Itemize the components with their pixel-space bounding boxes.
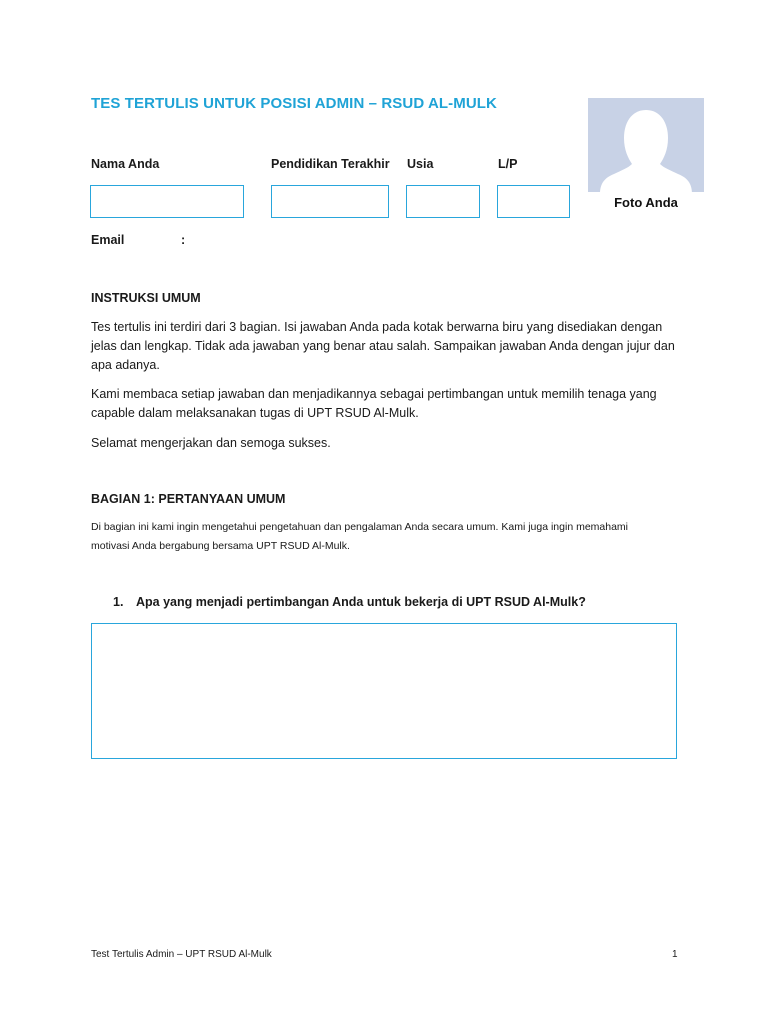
bagian1-intro [91,518,628,556]
instruksi-paragraph-1 [91,318,675,375]
email-separator: : [181,233,186,247]
instruksi-p2-line: capable dalam melaksanakan tugas di UPT RSUD Al-Mulk. [91,406,419,420]
instruksi-p2-line: Kami membaca setiap jawaban dan menjadikannya sebagai pertimbangan untuk memilih tenaga yang [91,387,657,401]
lp-label: L/P [498,157,518,171]
nama-label: Nama Anda [91,157,160,171]
pendidikan-field[interactable] [271,185,389,218]
usia-label: Usia [407,157,434,171]
instruksi-p1-line: Tes tertulis ini terdiri dari 3 bagian. Isi jawaban Anda pada kotak berwarna biru yang disediakan dengan [91,320,663,334]
footer-title: Test Tertulis Admin – UPT RSUD Al-Mulk [91,949,272,960]
email-label: Email [91,233,125,247]
instruksi-paragraph-3: Selamat mengerjakan dan semoga sukses. [91,436,331,450]
nama-field[interactable] [90,185,244,218]
bagian1-intro-line: motivasi Anda bergabung bersama UPT RSUD Al-Mulk. [91,540,350,552]
instruksi-p1-line: jelas dan lengkap. Tidak ada jawaban yang benar atau salah. Sampaikan jawaban Anda dengan jujur dan [91,339,675,353]
q1-number: 1. [113,595,124,609]
pendidikan-label: Pendidikan Terakhir [271,157,390,171]
page-title: TES TERTULIS UNTUK POSISI ADMIN – RSUD AL-MULK [91,95,497,112]
photo-label: Foto Anda [588,192,704,216]
instruksi-paragraph-2 [91,385,657,423]
usia-field[interactable] [406,185,480,218]
footer-page-number: 1 [672,949,678,960]
instruksi-heading: INSTRUKSI UMUM [91,291,201,305]
bagian1-heading: BAGIAN 1: PERTANYAAN UMUM [91,492,286,506]
lp-field[interactable] [497,185,570,218]
bagian1-intro-line: Di bagian ini kami ingin mengetahui pengetahuan dan pengalaman Anda secara umum. Kami juga ingin memahami [91,521,629,533]
photo-placeholder[interactable] [588,98,704,216]
instruksi-p1-line: apa adanya. [91,358,160,372]
q1-text: Apa yang menjadi pertimbangan Anda untuk bekerja di UPT RSUD Al-Mulk? [136,595,586,609]
q1-answer-box[interactable] [91,623,677,759]
